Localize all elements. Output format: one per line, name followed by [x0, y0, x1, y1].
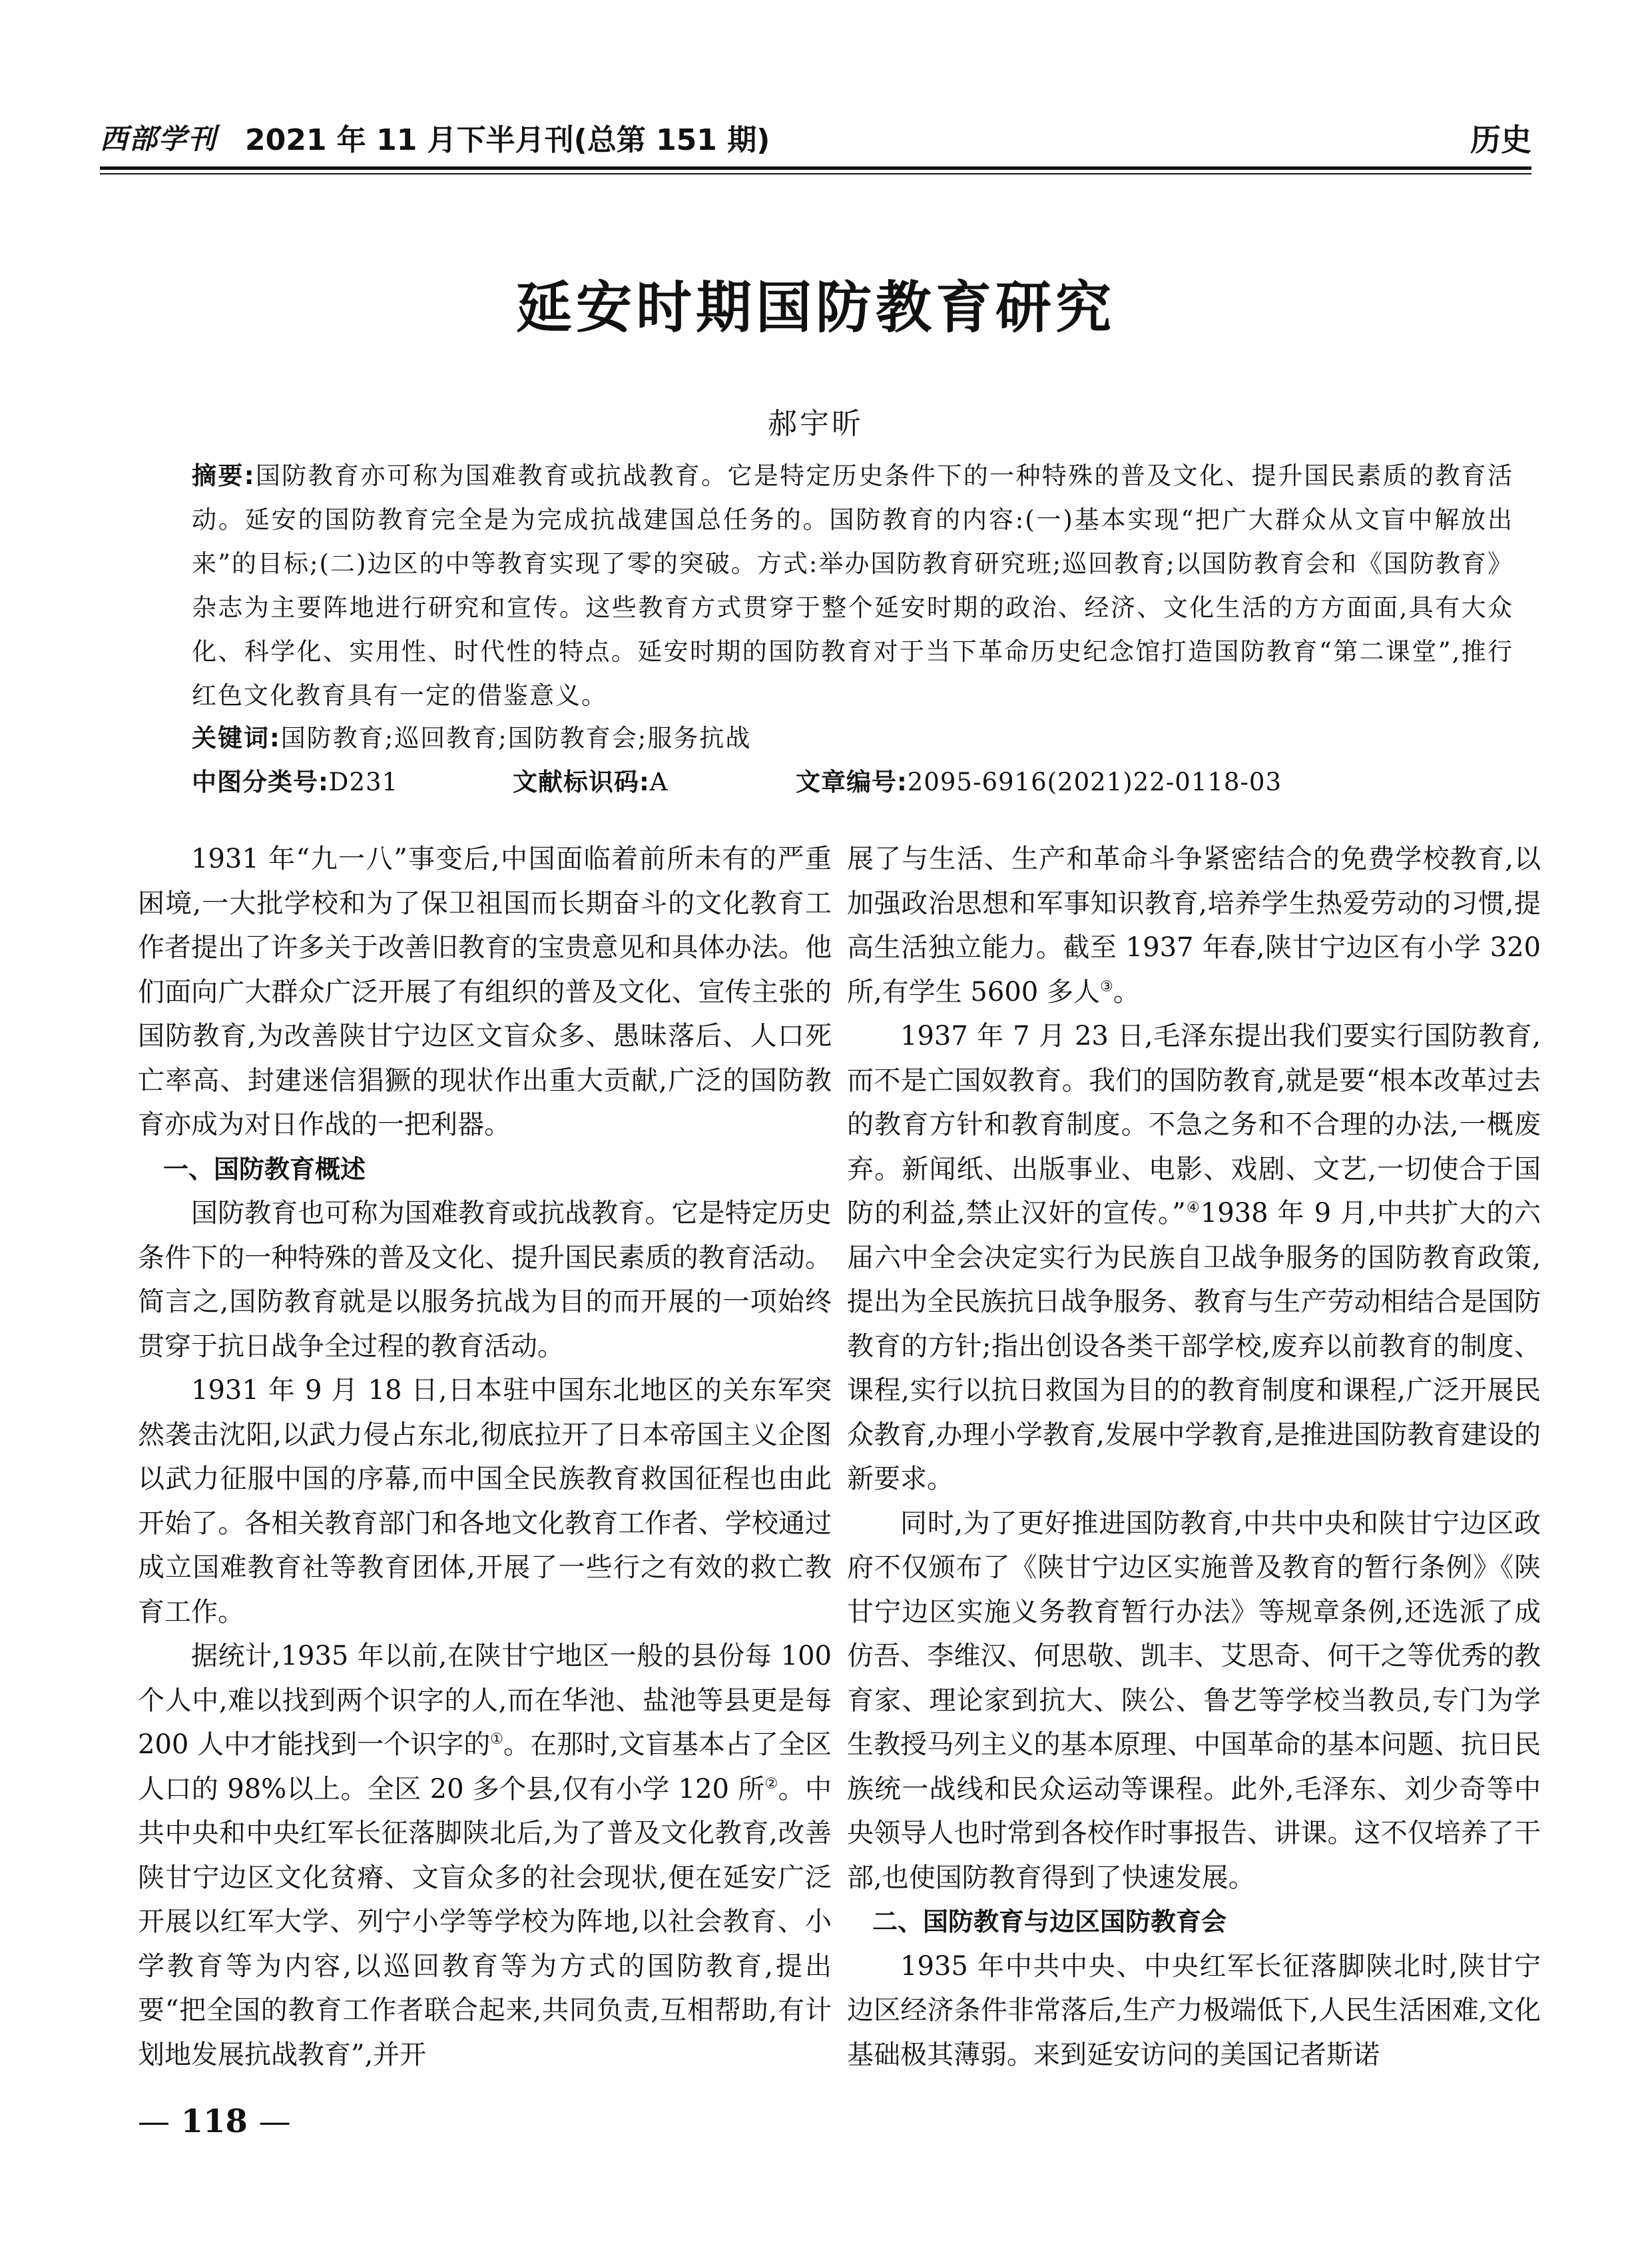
paragraph: 1935 年中共中央、中央红军长征落脚陕北时,陕甘宁边区经济条件非常落后,生产力极端低下,人民生活困难,文化基础极其薄弱。来到延安访问的美国记者斯诺 — [847, 1950, 1541, 2070]
doc-code-value: A — [649, 768, 669, 796]
article-number — [796, 760, 1282, 804]
abstract — [192, 454, 1514, 718]
clc-value: D231 — [328, 768, 399, 796]
footnote-ref: ④ — [1185, 1199, 1201, 1217]
text-run: 。在那时,文盲基本占了全区人口的 98%以上。全区 20 多个县,仅有小学 120 所 — [138, 1729, 832, 1805]
text-run: 展了与生活、生产和革命斗争紧密结合的免费学校教育,以加强政治思想和军事知识教育,培养学生热爱劳动的习惯,提高生活独立能力。截至 1937 年春,陕甘宁边区有小学 320 所,有学生 5600 多人 — [847, 844, 1541, 1007]
issue-info: 2021 年 11 月下半月刊(总第 151 期) — [245, 123, 770, 157]
section-heading: 一、国防教育概述 — [163, 1154, 366, 1184]
text-run: 。中共中央和中央红军长征落脚陕北后,为了普及文化教育,改善陕甘宁边区文化贫瘠、文盲众多的社会现状,便在延安广泛开展以红军大学、列宁小学等学校为阵地,以社会教育、小学教育等为内容,以巡回教育等为方式的国防教育,提出要“把全国的教育工作者联合起来,共同负责,互相帮助,有计划地发展抗战教育”,并开 — [138, 1773, 832, 2070]
text-run: 1938 年 9 月,中共扩大的六届六中全会决定实行为民族自卫战争服务的国防教育政策,提出为全民族抗日战争服务、教育与生产劳动相结合是国防教育的方针;指出创设各类干部学校,废弃以前教育的制度、课程,实行以抗日救国为目的的教育制度和课程,广泛开展民众教育,办理小学教育,发展中学教育,是推进国防教育建设的新要求。 — [847, 1198, 1541, 1494]
section-heading: 二、国防教育与边区国防教育会 — [872, 1907, 1227, 1936]
doc-code-label: 文献标识码: — [513, 768, 650, 796]
paragraph — [847, 837, 1541, 1014]
paragraph: 1931 年 9 月 18 日,日本驻中国东北地区的关东军突然袭击沈阳,以武力侵占东北,彻底拉开了日本帝国主义企图以武力征服中国的序幕,而中国全民族教育救国征程也由此开始了。各相关教育部门和各地文化教育工作者、学校通过成立国难教育社等教育团体,开展了一些行之有效的救亡教育工作。 — [138, 1375, 832, 1627]
paragraph: 国防教育也可称为国难教育或抗战教育。它是特定历史条件下的一种特殊的普及文化、提升国民素质的教育活动。简言之,国防教育就是以服务抗战为目的而开展的一项始终贯穿于抗日战争全过程的教育活动。 — [138, 1198, 832, 1362]
page-dash-right: — — [258, 2103, 291, 2140]
body-column-right — [847, 837, 1541, 2077]
keywords — [192, 716, 1514, 760]
article-author: 郝宇昕 — [768, 407, 864, 441]
document-code — [513, 760, 669, 804]
paragraph: 同时,为了更好推进国防教育,中共中央和陕甘宁边区政府不仅颁布了《陕甘宁边区实施普及教育的暂行条例》《陕甘宁边区实施义务教育暂行办法》等规章条例,还选派了成仿吾、李维汉、何思敬、凯丰、艾思奇、何干之等优秀的教育家、理论家到抗大、陕公、鲁艺等学校当教员,专门为学生教授马列主义的基本原理、中国革命的基本问题、抗日民族统一战线和民众运动等课程。此外,毛泽东、刘少奇等中央领导人也时常到各校作时事报告、讲课。这不仅培养了干部,也使国防教育得到了快速发展。 — [847, 1508, 1541, 1893]
journal-logo: 西部学刊 — [100, 123, 218, 155]
running-header — [100, 115, 1531, 161]
section-label: 历史 — [1470, 122, 1531, 158]
page-number-value: 118 — [180, 2103, 248, 2140]
abstract-text: 国防教育亦可称为国难教育或抗战教育。它是特定历史条件下的一种特殊的普及文化、提升国民素质的教育活动。延安的国防教育完全是为完成抗战建国总任务的。国防教育的内容:(一)基本实现“把广大群众从文盲中解放出来”的目标;(二)边区的中等教育实现了零的突破。方式:举办国防教育研究班;巡回教育;以国防教育会和《国防教育》杂志为主要阵地进行研究和宣传。这些教育方式贯穿于整个延安时期的政治、经济、文化生活的方方面面,具有大众化、科学化、实用性、时代性的特点。延安时期的国防教育对于当下革命历史纪念馆打造国防教育“第二课堂”,推行红色文化教育具有一定的借鉴意义。 — [192, 461, 1514, 710]
footnote-ref: ② — [764, 1775, 778, 1793]
footnote-ref: ① — [490, 1731, 504, 1748]
body-column-left — [138, 837, 832, 2077]
keywords-label: 关键词: — [192, 724, 281, 752]
text-run: 据统计,1935 年以前,在陕甘宁地区一般的县份每 100 个人中,难以找到两个识字的人,而在华池、盐池等县更是每 200 人中才能找到一个识字的 — [138, 1641, 832, 1760]
clc-label: 中图分类号: — [192, 768, 329, 796]
article-title: 延安时期国防教育研究 — [515, 274, 1115, 340]
keywords-text: 国防教育;巡回教育;国防教育会;服务抗战 — [280, 724, 752, 752]
paragraph: 1931 年“九一八”事变后,中国面临着前所未有的严重困境,一大批学校和为了保卫祖国而长期奋斗的文化教育工作者提出了许多关于改善旧教育的宝贵意见和具体办法。他们面向广大群众广泛开展了有组织的普及文化、宣传主张的国防教育,为改善陕甘宁边区文盲众多、愚昧落后、人口死亡率高、封建迷信猖獗的现状作出重大贡献,广泛的国防教育亦成为对日作战的一把利器。 — [138, 844, 832, 1140]
abstract-label: 摘要: — [192, 461, 256, 490]
header-rule — [100, 166, 1531, 170]
page-dash-left: — — [138, 2103, 170, 2140]
footnote-ref: ③ — [1099, 978, 1113, 995]
article-no-label: 文章编号: — [796, 768, 908, 796]
text-run: 。 — [1113, 976, 1140, 1007]
article-no-value: 2095-6916(2021)22-0118-03 — [907, 768, 1282, 796]
page-number — [138, 2103, 291, 2140]
text-run: 1937 年 7 月 23 日,毛泽东提出我们要实行国防教育,而不是亡国奴教育。我们的国防教育,就是要“根本改革过去的教育方针和教育制度。不急之务和不合理的办法,一概废弃。新闻纸、出版事业、电影、戏剧、文艺,一切使合于国防的利益,禁止汉奸的宣传。” — [847, 1021, 1541, 1229]
header-rule-thin — [100, 173, 1531, 174]
paragraph — [847, 1014, 1541, 1502]
clc-number — [192, 760, 398, 804]
paragraph — [138, 1634, 832, 2077]
